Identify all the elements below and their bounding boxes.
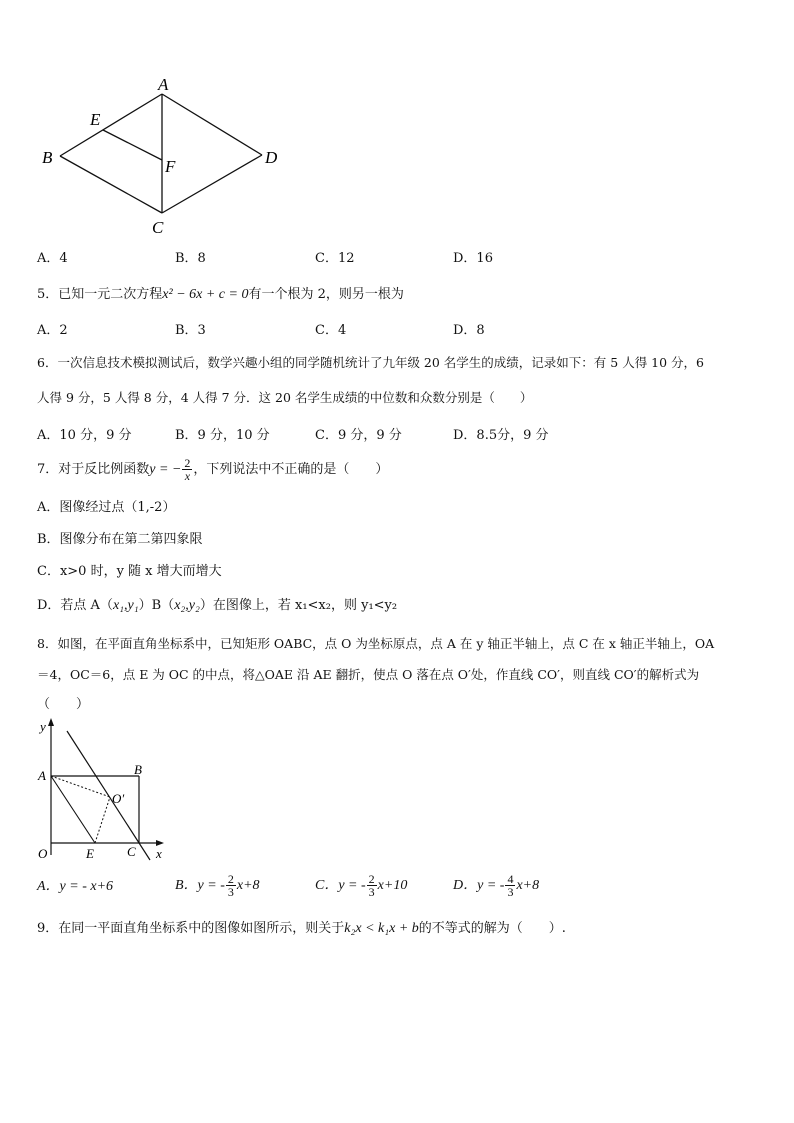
q5-stem (37, 287, 404, 303)
q7-func-lhs: y = − (149, 462, 182, 477)
label-E: E (90, 110, 101, 129)
q8-line1: 8．如图，在平面直角坐标系中，已知矩形 OABC，点 O 为坐标原点，点 A 在 y 轴正半轴上，点 C 在 x 轴正半轴上，OA (37, 636, 715, 651)
q8-optb-post: x+8 (236, 878, 260, 893)
q7-stem (37, 455, 388, 485)
q6-option-a: A．10 分，9 分 (37, 428, 132, 443)
label-y-axis: y (40, 719, 46, 734)
label-B: B (134, 762, 142, 777)
q8-optc-den: 3 (368, 885, 375, 899)
q8-optc-post: x+10 (377, 878, 408, 893)
q7-optd-point1: x₁,y₁ (112, 598, 139, 613)
q8-optc-pre: C．y = - (315, 878, 366, 893)
q8-option-a (37, 878, 113, 896)
q7-frac-den: x (184, 469, 191, 483)
label-C: C (152, 218, 164, 237)
q7-option-a: A．图像经过点（1,-2） (37, 500, 176, 515)
q7-optd-prefix: D．若点 A（ (37, 598, 113, 613)
rectangle-coordinate-figure (34, 715, 174, 863)
q4-option-a: A．4 (37, 251, 68, 266)
q7-optd-point2: x₂,y₂ (174, 598, 200, 613)
q9-suffix: 的不等式的解为（ ）. (418, 921, 566, 936)
q8-optd-pre: D．y = - (453, 878, 505, 893)
label-D: D (265, 148, 278, 167)
rhombus-figure (36, 72, 286, 242)
q8-optd-num: 4 (507, 872, 514, 886)
label-B: B (42, 148, 53, 167)
q6-option-c: C．9 分，9 分 (315, 428, 402, 443)
q7-option-c: C．x>0 时，y 随 x 增大而增大 (37, 564, 222, 579)
label-C: C (127, 844, 136, 859)
q6-line2: 人得 9 分，5 人得 8 分，4 人得 7 分．这 20 名学生成绩的中位数和众数分别是（ ） (37, 390, 533, 405)
q9-prefix: 9．在同一平面直角坐标系中的图像如图所示，则关于 (37, 921, 345, 936)
q6-option-b: B．9 分，10 分 (175, 428, 270, 443)
q8-line3: （ ） (37, 697, 90, 712)
q4-option-d: D．16 (453, 251, 493, 266)
q6-line1: 6．一次信息技术模拟测试后，数学兴趣小组的同学随机统计了九年级 20 名学生的成绩，记录如下：有 5 人得 10 分，6 (37, 355, 705, 370)
label-A: A (38, 768, 46, 783)
q7-option-d (37, 598, 397, 614)
q7-frac-num: 2 (184, 456, 191, 470)
q8-optd-fraction (505, 873, 515, 898)
q8-optb-pre: B．y = - (175, 878, 225, 893)
q9-inequality: k₂x < k₁x + b (344, 921, 419, 936)
q8-optd-post: x+8 (516, 878, 540, 893)
q8-optc-num: 2 (368, 872, 375, 886)
q5-suffix: 有一个根为 2，则另一根为 (248, 287, 404, 302)
q8-optc-fraction (367, 873, 377, 898)
label-O-prime: O′ (112, 791, 125, 806)
q5-option-d: D．8 (453, 323, 485, 338)
q8-option-b (175, 868, 260, 904)
q5-option-c: C．4 (315, 323, 347, 338)
q7-suffix: ，下列说法中不正确的是（ ） (193, 462, 389, 477)
q4-option-b: B．8 (175, 251, 206, 266)
q5-option-b: B．3 (175, 323, 206, 338)
q5-equation: x² − 6x + c = 0 (162, 287, 249, 302)
q8-optb-num: 2 (227, 872, 234, 886)
label-F: F (165, 157, 176, 176)
q9-stem (37, 921, 566, 937)
label-O: O (38, 846, 48, 861)
q8-optb-fraction (226, 873, 236, 898)
label-A: A (158, 75, 169, 94)
label-E: E (86, 846, 94, 861)
q7-prefix: 7．对于反比例函数 (37, 462, 150, 477)
q7-fraction (182, 457, 192, 482)
q6-option-d: D．8.5分，9 分 (453, 428, 549, 443)
q8-option-c (315, 868, 407, 904)
q5-option-a: A．2 (37, 323, 68, 338)
q7-option-b: B．图像分布在第二第四象限 (37, 532, 203, 547)
q8-optd-den: 3 (507, 885, 514, 899)
q4-option-c: C．12 (315, 251, 355, 266)
q8-opta-text: A．y = - x+6 (37, 879, 114, 894)
q8-line2: ＝4，OC＝6，点 E 为 OC 的中点，将△OAE 沿 AE 翻折，使点 O 落在点 O′处，作直线 CO′，则直线 CO′的解析式为 (37, 667, 700, 682)
q8-option-d (453, 868, 539, 904)
q5-prefix: 5．已知一元二次方程 (37, 287, 163, 302)
q7-optd-suffix: ）在图像上，若 x₁<x₂，则 y₁<y₂ (199, 598, 398, 613)
label-x-axis: x (156, 846, 162, 861)
q8-optb-den: 3 (227, 885, 234, 899)
q7-optd-mid: ）B（ (138, 598, 175, 613)
